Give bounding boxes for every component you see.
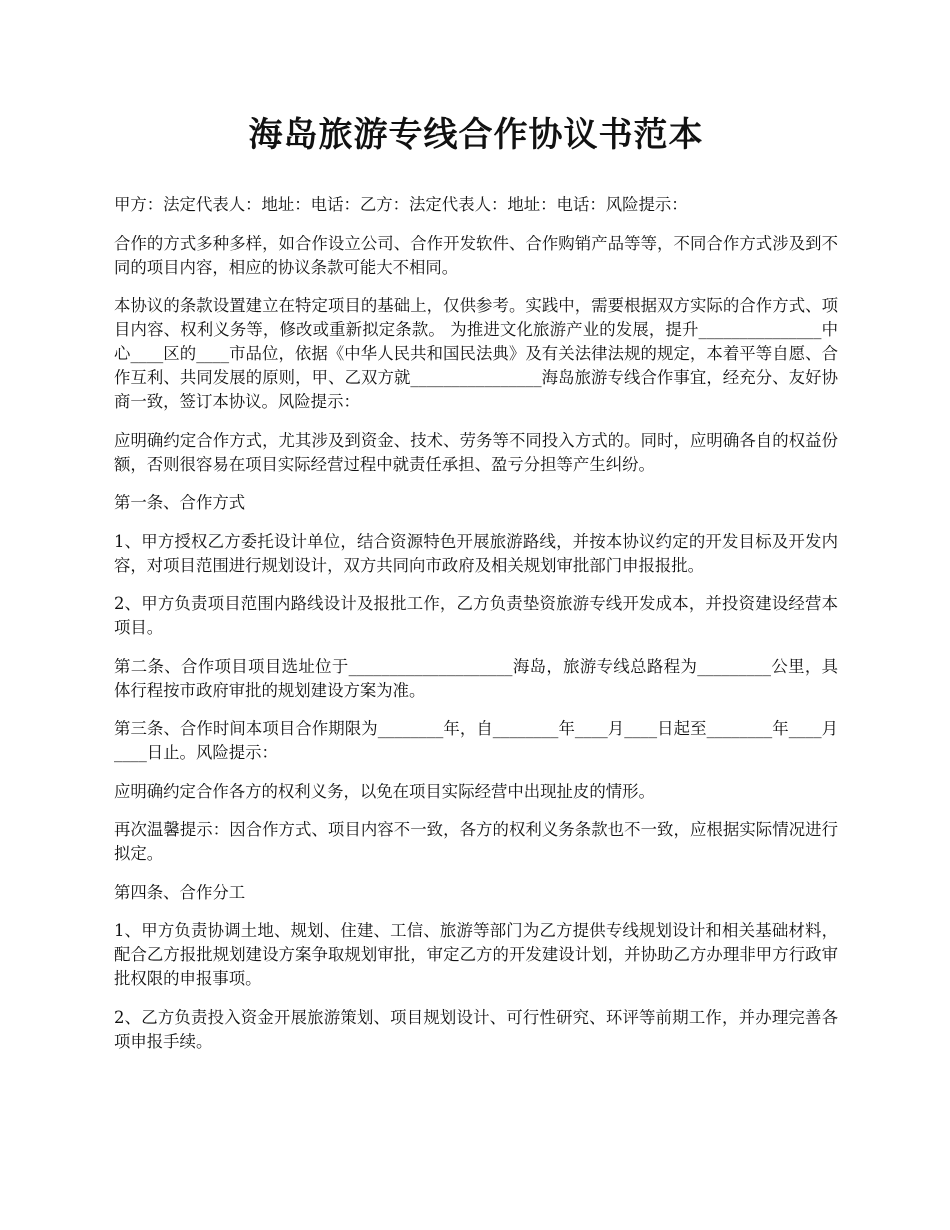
document-title: 海岛旅游专线合作协议书范本 xyxy=(248,115,704,155)
risk-note-rights: 应明确约定合作各方的权利义务，以免在项目实际经营中出现扯皮的情形。 xyxy=(114,781,655,801)
article-3-term: 第三条、合作时间本项目合作期限为________年，自________年____月____日起至________年____月____日止。风险提示： xyxy=(114,719,838,762)
article-4-clause-2: 2、乙方负责投入资金开展旅游策划、项目规划设计、可行性研究、环评等前期工作，并办理完善各项申报手续。 xyxy=(114,1007,838,1051)
risk-note-investment: 应明确约定合作方式，尤其涉及到资金、技术、劳务等不同投入方式的。同时，应明确各自的权益份额，否则很容易在项目实际经营过程中就责任承担、盈亏分担等产生纠纷。 xyxy=(114,430,838,474)
article-4-clause-1: 1、甲方负责协调土地、规划、住建、工信、旅游等部门为乙方提供专线规划设计和相关基础材料，配合乙方报批规划建设方案争取规划审批，审定乙方的开发建设计划，并协助乙方办理非甲方行政审批权限的申报事项。 xyxy=(114,921,838,988)
reminder-note: 再次温馨提示：因合作方式、项目内容不一致，各方的权利义务条款也不一致，应根据实际情况进行拟定。 xyxy=(114,820,838,863)
article-4-heading: 第四条、合作分工 xyxy=(114,882,246,902)
article-1-clause-2: 2、甲方负责项目范围内路线设计及报批工作，乙方负责垫资旅游专线开发成本，并投资建设经营本项目。 xyxy=(114,594,838,637)
article-1-heading: 第一条、合作方式 xyxy=(114,493,246,512)
article-1-clause-1: 1、甲方授权乙方委托设计单位，结合资源特色开展旅游路线，并按本协议约定的开发目标及开发内容，对项目范围进行规划设计，双方共同向市政府及相关规划审批部门申报报批。 xyxy=(114,531,838,575)
preamble-paragraph: 本协议的条款设置建立在特定项目的基础上，仅供参考。实践中，需要根据双方实际的合作方式、项目内容、权利义务等，修改或重新拟定条款。 为推进文化旅游产业的发展，提升_______________中心____区的____市品位，依据《中华人民共和国民法典》及有关法律法规的规定，本着平等自愿、合作互利、共同发展的原则，甲、乙双方就________________海岛旅游专线合作事宜，经充分、友好协商一致，签订本协议。风险提示： xyxy=(114,296,838,411)
parties-line: 甲方：法定代表人：地址：电话：乙方：法定代表人：地址：电话：风险提示： xyxy=(114,195,688,214)
article-2-location: 第二条、合作项目项目选址位于____________________海岛，旅游专线总路程为_________公里，具体行程按市政府审批的规划建设方案为准。 xyxy=(114,656,838,700)
risk-note-cooperation-forms: 合作的方式多种多样，如合作设立公司、合作开发软件、合作购销产品等等，不同合作方式涉及到不同的项目内容，相应的协议条款可能大不相同。 xyxy=(114,233,838,277)
